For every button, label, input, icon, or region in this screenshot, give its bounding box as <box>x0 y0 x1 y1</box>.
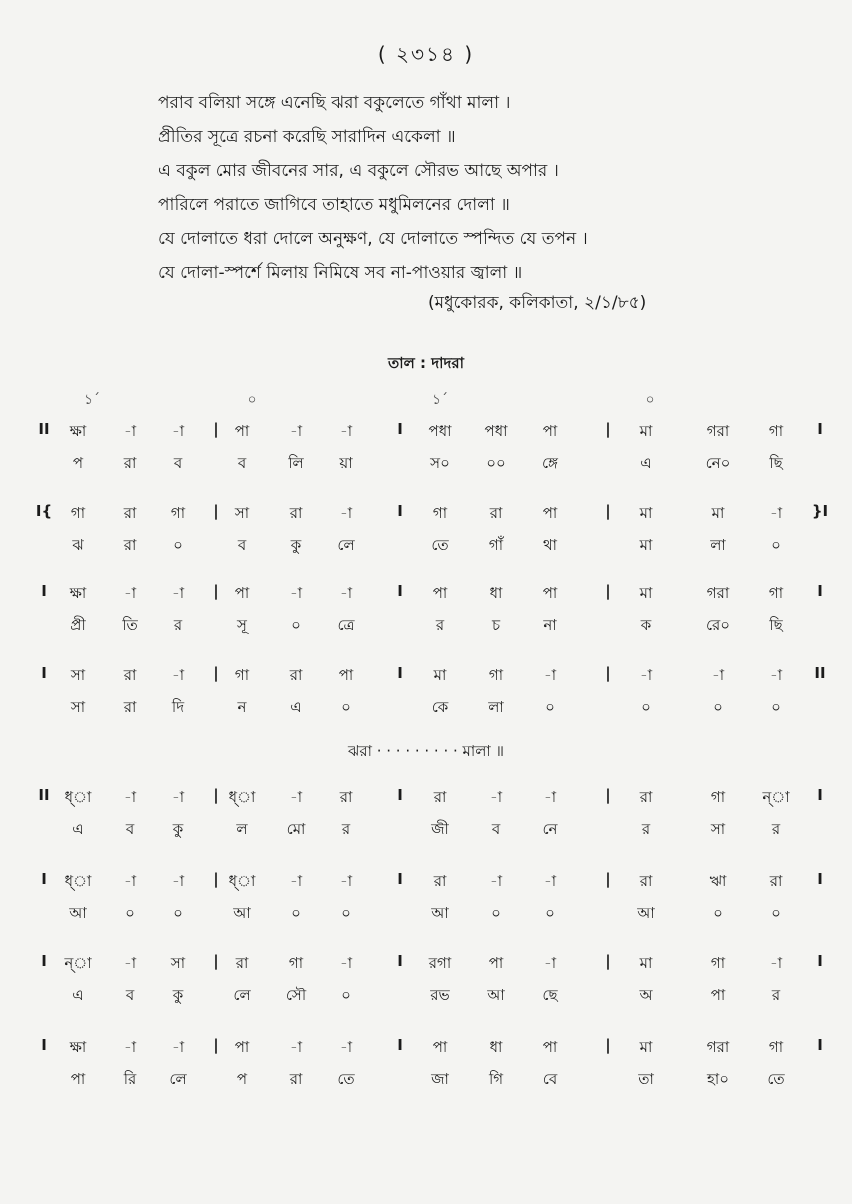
notation-cell: মা <box>711 504 725 522</box>
bar-line: I{ <box>35 502 53 520</box>
notation-cell: -া <box>171 1038 185 1056</box>
notation-cell: গা <box>234 666 250 684</box>
notation-cell: ত্রে <box>337 616 355 634</box>
notation-cell: লে <box>233 986 251 1004</box>
notation-cell: ০ <box>125 904 135 922</box>
notation-cell: অ <box>639 986 653 1004</box>
notation-cell: আ <box>69 904 87 922</box>
notation-cell: ০ <box>491 904 501 922</box>
notation-cell: গরা <box>706 584 730 602</box>
notation-cell: লি <box>288 454 304 472</box>
notation-cell: পা <box>70 1070 86 1088</box>
lyric-line: পারিলে পরাতে জাগিবে তাহাতে মধুমিলনের দোলা ॥ <box>158 195 510 215</box>
notation-row <box>0 664 852 692</box>
notation-cell: তে <box>767 1070 785 1088</box>
bar-line: | <box>605 870 611 888</box>
notation-row <box>0 582 852 610</box>
notation-cell: পা <box>234 584 250 602</box>
notation-cell: গরা <box>706 1038 730 1056</box>
notation-cell: রগা <box>428 954 452 972</box>
notation-cell: লে <box>169 1070 187 1088</box>
bar-line: | <box>213 952 219 970</box>
notation-cell: কু <box>290 536 302 554</box>
notation-cell: রা <box>339 788 353 806</box>
notation-cell: রভ <box>430 986 450 1004</box>
notation-cell: তে <box>337 1070 355 1088</box>
notation-cell: -া <box>123 954 137 972</box>
beat-marker: ১´ <box>431 392 449 408</box>
notation-cell: -া <box>339 954 353 972</box>
notation-cell: ০০ <box>486 454 506 472</box>
notation-row <box>0 452 852 480</box>
notation-cell: তে <box>431 536 449 554</box>
notation-cell: -া <box>289 584 303 602</box>
notation-cell: পধা <box>428 422 452 440</box>
notation-cell: এ <box>72 986 84 1004</box>
bar-line: I <box>397 582 403 600</box>
notation-cell: ধা <box>489 584 503 602</box>
notation-cell: -া <box>543 872 557 890</box>
bar-line: I <box>817 420 823 438</box>
notation-cell: পা <box>234 1038 250 1056</box>
notation-cell: ব <box>491 820 501 838</box>
bar-line: | <box>213 870 219 888</box>
bar-line: I <box>397 786 403 804</box>
notation-cell: গা <box>288 954 304 972</box>
bar-line: | <box>605 420 611 438</box>
notation-cell: পা <box>338 666 354 684</box>
notation-cell: রা <box>639 872 653 890</box>
notation-cell: ০ <box>341 986 351 1004</box>
notation-cell: ০ <box>713 904 723 922</box>
notation-cell: ০ <box>341 904 351 922</box>
bar-line: I <box>41 664 47 682</box>
notation-cell: -া <box>171 788 185 806</box>
notation-cell: রা <box>289 1070 303 1088</box>
notation-cell: প <box>236 1070 248 1088</box>
bar-line: | <box>213 1036 219 1054</box>
notation-cell: সা <box>234 504 250 522</box>
notation-cell: লা <box>488 698 504 716</box>
bar-line: | <box>605 786 611 804</box>
notation-cell: জী <box>431 820 449 838</box>
notation-cell: রা <box>123 454 137 472</box>
notation-cell: ০ <box>713 698 723 716</box>
notation-cell: রা <box>433 788 447 806</box>
notation-cell: -া <box>171 666 185 684</box>
notation-cell: না <box>543 616 557 634</box>
notation-cell: এ <box>72 820 84 838</box>
notation-cell: পা <box>234 422 250 440</box>
notation-cell: মো <box>286 820 306 838</box>
notation-cell: পা <box>542 1038 558 1056</box>
notation-cell: রা <box>123 536 137 554</box>
notation-cell: ক্ষা <box>69 1038 87 1056</box>
notation-cell: গা <box>768 584 784 602</box>
notation-cell: কু <box>172 820 184 838</box>
notation-row <box>0 902 852 930</box>
notation-cell: সা <box>70 698 86 716</box>
notation-cell: গা <box>768 1038 784 1056</box>
notation-cell: রা <box>433 872 447 890</box>
notation-cell: রা <box>289 504 303 522</box>
bar-line: I <box>397 664 403 682</box>
bar-line: | <box>605 582 611 600</box>
notation-cell: বে <box>542 1070 558 1088</box>
notation-cell: -া <box>769 504 783 522</box>
notation-cell: এ <box>290 698 302 716</box>
bar-line: | <box>605 664 611 682</box>
bar-line: | <box>213 582 219 600</box>
bar-line: | <box>213 664 219 682</box>
notation-cell: -া <box>123 872 137 890</box>
notation-cell: পা <box>432 1038 448 1056</box>
notation-row <box>0 614 852 642</box>
notation-cell: ০ <box>545 698 555 716</box>
notation-row <box>0 696 852 724</box>
notation-cell: কে <box>431 698 449 716</box>
notation-cell: গরা <box>706 422 730 440</box>
notation-cell: -া <box>489 788 503 806</box>
bar-line: I <box>817 1036 823 1054</box>
notation-row <box>0 870 852 898</box>
notation-cell: ০ <box>341 698 351 716</box>
bar-line: | <box>605 952 611 970</box>
notation-cell: রা <box>123 666 137 684</box>
bar-line: II <box>814 664 826 682</box>
notation-cell: -া <box>289 788 303 806</box>
source-citation: (মধুকোরক, কলিকাতা, ২/১/৮৫) <box>428 293 647 313</box>
bar-line: }I <box>811 502 829 520</box>
bar-line: I <box>817 786 823 804</box>
notation-cell: -া <box>171 584 185 602</box>
notation-cell: র <box>173 616 183 634</box>
notation-cell: মা <box>639 422 653 440</box>
bar-line: I <box>817 582 823 600</box>
notation-cell: র <box>435 616 445 634</box>
notation-cell: মা <box>639 536 653 554</box>
page-number: ( ২৩১৪ ) <box>377 42 475 66</box>
notation-cell: গি <box>488 1070 504 1088</box>
notation-cell: -া <box>339 1038 353 1056</box>
notation-row <box>0 420 852 448</box>
notation-cell: ধ্া <box>228 872 256 890</box>
notation-cell: ঝ <box>72 536 84 554</box>
bar-line: I <box>41 870 47 888</box>
notation-cell: নে <box>542 820 558 838</box>
notation-cell: -া <box>289 1038 303 1056</box>
notation-cell: র <box>771 986 781 1004</box>
bar-line: II <box>38 786 50 804</box>
beat-marker: ০ <box>247 392 257 408</box>
notation-cell: পা <box>432 584 448 602</box>
notation-cell: গাঁ <box>488 536 504 554</box>
notation-cell: প্রী <box>70 616 86 634</box>
notation-cell: -া <box>711 666 725 684</box>
notation-row <box>0 534 852 562</box>
notation-cell: আ <box>233 904 251 922</box>
notation-cell: ধ্া <box>64 788 92 806</box>
notation-cell: ব <box>125 986 135 1004</box>
notation-cell: মা <box>639 504 653 522</box>
notation-cell: মা <box>433 666 447 684</box>
notation-cell: কু <box>172 986 184 1004</box>
notation-cell: -া <box>769 666 783 684</box>
notation-cell: ০ <box>641 698 651 716</box>
notation-cell: গা <box>710 954 726 972</box>
notation-cell: -া <box>769 954 783 972</box>
notation-cell: -া <box>123 788 137 806</box>
notation-cell: ক <box>640 616 652 634</box>
notation-cell: পা <box>542 504 558 522</box>
bar-line: I <box>41 582 47 600</box>
notation-cell: রি <box>123 1070 137 1088</box>
notation-cell: আ <box>431 904 449 922</box>
notation-cell: রা <box>123 504 137 522</box>
interlude-text: ঝরা · · · · · · · · · মালা ॥ <box>347 742 504 760</box>
notation-cell: দি <box>171 698 185 716</box>
notation-cell: সা <box>710 820 726 838</box>
lyric-line: প্রীতির সূত্রে রচনা করেছি সারাদিন একেলা ॥ <box>158 127 456 147</box>
notation-cell: পা <box>488 954 504 972</box>
notation-cell: য়া <box>339 454 353 472</box>
lyric-line: যে দোলা-স্পর্শে মিলায় নিমিষে সব না-পাওয়ার জ্বালা ॥ <box>158 263 523 283</box>
notation-row <box>0 502 852 530</box>
bar-line: II <box>38 420 50 438</box>
notation-cell: ব <box>125 820 135 838</box>
lyrics-block <box>158 86 798 290</box>
notation-cell: রা <box>769 872 783 890</box>
notation-cell: ব <box>237 536 247 554</box>
notation-cell: পধা <box>484 422 508 440</box>
notation-cell: সূ <box>237 616 247 634</box>
notation-cell: ক্ষা <box>69 422 87 440</box>
notation-row <box>0 818 852 846</box>
notation-cell: -া <box>543 788 557 806</box>
notation-cell: পা <box>710 986 726 1004</box>
notation-cell: -া <box>123 584 137 602</box>
notation-cell: -া <box>171 422 185 440</box>
bar-line: I <box>397 420 403 438</box>
notation-cell: -া <box>339 584 353 602</box>
notation-cell: আ <box>487 986 505 1004</box>
notation-cell: লা <box>710 536 726 554</box>
bar-line: I <box>397 1036 403 1054</box>
notation-cell: মা <box>639 1038 653 1056</box>
bar-line: | <box>605 1036 611 1054</box>
notation-cell: তি <box>122 616 138 634</box>
notation-cell: গা <box>768 422 784 440</box>
notation-cell: ছি <box>769 616 783 634</box>
taal-heading: তাল : দাদরা <box>388 354 464 372</box>
lyric-line: এ বকুল মোর জীবনের সার, এ বকুলে সৌরভ আছে অপার । <box>158 161 559 181</box>
notation-cell: র <box>771 820 781 838</box>
lyric-line: পরাব বলিয়া সঙ্গে এনেছি ঝরা বকুলেতে গাঁথা মালা । <box>158 93 511 113</box>
notation-cell: হা০ <box>707 1070 729 1088</box>
bar-line: | <box>213 786 219 804</box>
notation-cell: -া <box>339 504 353 522</box>
notation-cell: ০ <box>545 904 555 922</box>
beat-marker: ১´ <box>83 392 101 408</box>
notation-cell: রা <box>123 698 137 716</box>
bar-line: I <box>397 870 403 888</box>
notation-cell: রা <box>489 504 503 522</box>
notation-row <box>0 1068 852 1096</box>
notation-cell: ০ <box>291 904 301 922</box>
notation-cell: মা <box>639 584 653 602</box>
notation-cell: রা <box>289 666 303 684</box>
notation-cell: ০ <box>771 904 781 922</box>
notation-cell: ঋা <box>709 872 727 890</box>
notation-cell: গা <box>70 504 86 522</box>
notation-cell: র <box>341 820 351 838</box>
notation-cell: আ <box>637 904 655 922</box>
lyric-line: যে দোলাতে ধরা দোলে অনুক্ষণ, যে দোলাতে স্পন্দিত যে তপন । <box>158 229 588 249</box>
notation-cell: ল <box>236 820 248 838</box>
notation-cell: -া <box>171 872 185 890</box>
bar-line: I <box>397 952 403 970</box>
notation-cell: ন্া <box>762 788 790 806</box>
notation-cell: -া <box>489 872 503 890</box>
notation-cell: গা <box>170 504 186 522</box>
notation-cell: পা <box>542 422 558 440</box>
notation-cell: ছে <box>542 986 558 1004</box>
bar-line: | <box>605 502 611 520</box>
notation-cell: ন্া <box>64 954 92 972</box>
notation-cell: ০ <box>173 536 183 554</box>
bar-line: | <box>213 502 219 520</box>
notation-cell: ন <box>237 698 247 716</box>
bar-line: I <box>397 502 403 520</box>
notation-cell: সৌ <box>285 986 307 1004</box>
notation-cell: গা <box>432 504 448 522</box>
notation-cell: নে০ <box>705 454 731 472</box>
notation-cell: তা <box>638 1070 654 1088</box>
notation-cell: -া <box>339 422 353 440</box>
notation-cell: -া <box>289 422 303 440</box>
notation-cell: গা <box>710 788 726 806</box>
notation-cell: জা <box>431 1070 449 1088</box>
notation-cell: ছি <box>769 454 783 472</box>
notation-cell: ঙ্গে <box>541 454 559 472</box>
notation-cell: রা <box>639 788 653 806</box>
notation-cell: সা <box>70 666 86 684</box>
notation-cell: ব <box>173 454 183 472</box>
bar-line: I <box>41 952 47 970</box>
notation-cell: ধ্া <box>64 872 92 890</box>
notation-cell: রে০ <box>705 616 731 634</box>
notation-cell: রা <box>235 954 249 972</box>
notation-cell: ধ্া <box>228 788 256 806</box>
notation-row <box>0 984 852 1012</box>
notation-row <box>0 786 852 814</box>
notation-cell: -া <box>123 422 137 440</box>
notation-cell: ০ <box>771 536 781 554</box>
notation-cell: ব <box>237 454 247 472</box>
notation-row <box>0 952 852 980</box>
notation-cell: থা <box>542 536 558 554</box>
bar-line: I <box>817 952 823 970</box>
notation-cell: গা <box>488 666 504 684</box>
notation-cell: লে <box>337 536 355 554</box>
notation-cell: -া <box>339 872 353 890</box>
notation-cell: -া <box>289 872 303 890</box>
notation-cell: স০ <box>430 454 450 472</box>
notation-cell: র <box>641 820 651 838</box>
bar-line: | <box>213 420 219 438</box>
notation-cell: -া <box>639 666 653 684</box>
notation-cell: ধা <box>489 1038 503 1056</box>
bar-line: I <box>817 870 823 888</box>
notation-row <box>0 1036 852 1064</box>
notation-cell: ০ <box>291 616 301 634</box>
notation-cell: এ <box>640 454 652 472</box>
notation-cell: ক্ষা <box>69 584 87 602</box>
notation-cell: -া <box>543 954 557 972</box>
notation-cell: ০ <box>771 698 781 716</box>
notation-cell: সা <box>170 954 186 972</box>
notation-cell: মা <box>639 954 653 972</box>
notation-cell: পা <box>542 584 558 602</box>
bar-line: I <box>41 1036 47 1054</box>
notation-cell: চ <box>491 616 501 634</box>
notation-cell: ০ <box>173 904 183 922</box>
notation-cell: -া <box>123 1038 137 1056</box>
beat-marker: ০ <box>645 392 655 408</box>
notation-cell: -া <box>543 666 557 684</box>
notation-cell: প <box>72 454 84 472</box>
